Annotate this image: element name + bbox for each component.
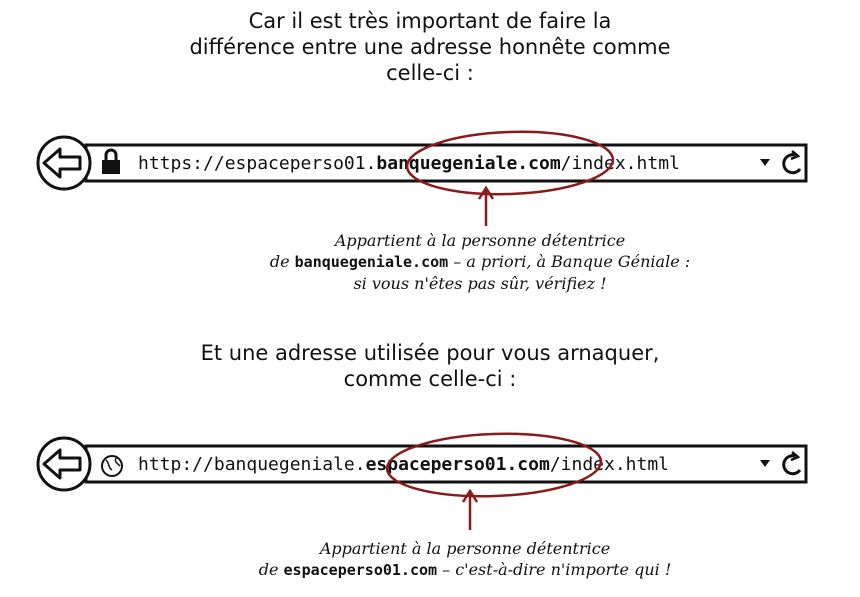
annotation-1-pre: de: [269, 252, 295, 271]
url-domain: banquegeniale.com: [376, 153, 561, 174]
annotation-1-line-3: si vous n'êtes pas sûr, vérifiez !: [353, 274, 607, 293]
url-prefix: https://espaceperso01.: [138, 153, 377, 174]
url-suffix: /index.html: [549, 454, 670, 475]
annotation-scam: [185, 538, 745, 581]
intro-line-1: Car il est très important de faire la: [248, 9, 612, 33]
annotation-1-domain: banquegeniale.com: [294, 253, 449, 271]
intro2-line-2: comme celle-ci :: [343, 367, 517, 391]
annotation-2-post: – c'est-à-dire n'importe qui !: [437, 560, 672, 579]
url-domain: espaceperso01.com: [365, 454, 550, 475]
annotation-1-post: – a priori, à Banque Géniale :: [448, 252, 691, 271]
annotation-2-line-2: [185, 559, 745, 581]
intro-line-3: celle-ci :: [386, 61, 474, 85]
annotation-2-pre: de: [258, 560, 284, 579]
annotation-2-line-1: Appartient à la personne détentrice: [319, 539, 611, 558]
intro-line-2: différence entre une adresse honnête comme: [189, 35, 671, 59]
annotation-1-line-1: Appartient à la personne détentrice: [334, 231, 626, 250]
intro2-line-1: Et une adresse utilisée pour vous arnaquer,: [200, 341, 660, 365]
url-prefix: http://banquegeniale.: [138, 454, 366, 475]
url-suffix: /index.html: [560, 153, 680, 174]
annotation-2-domain: espaceperso01.com: [283, 561, 438, 579]
